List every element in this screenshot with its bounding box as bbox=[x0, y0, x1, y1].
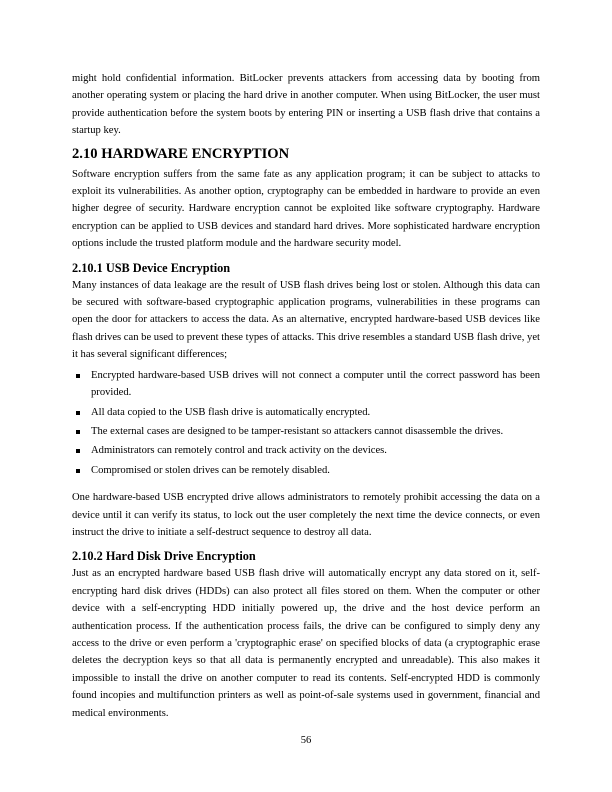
bullet-icon bbox=[76, 411, 80, 415]
list-item-text: The external cases are designed to be tamper-resistant so attackers cannot disassemble the drives. bbox=[91, 425, 504, 437]
usb-closing-paragraph: One hardware-based USB encrypted drive allows administrators to remotely prohibit accessing the data on a device until it can verify its status, to lock out the user completely the next time the device connects, or even instruct the drive to initiate a self-destruct sequence to destroy all data. bbox=[72, 492, 540, 538]
usb-heading: 2.10.1 USB Device Encryption bbox=[72, 260, 231, 275]
list-item bbox=[72, 404, 540, 421]
section-heading: 2.10 HARDWARE ENCRYPTION bbox=[72, 145, 290, 162]
list-item bbox=[72, 367, 540, 402]
page-content bbox=[72, 70, 540, 722]
list-item-text: Encrypted hardware-based USB drives will not connect a computer until the correct password has been provided. bbox=[91, 369, 540, 399]
list-item bbox=[72, 442, 540, 459]
section-paragraph: Software encryption suffers from the same fate as any application program; it can be subject to attacks to exploit its vulnerabilities. As another option, cryptography can be embedded in hardware to provide an even higher degree of security. Hardware encryption cannot be exploited like software cryptography. Hardware encryption can be applied to USB devices and standard hard drives. More sophisticated hardware encryption options include the trusted platform module and the hardware security model. bbox=[72, 168, 540, 250]
hdd-paragraph: Just as an encrypted hardware based USB flash drive will automatically encrypt any data stored on it, self-encrypting hard disk drives (HDDs) can also protect all files stored on them. When the computer or other device with a self-encrypting HDD initially powered up, the drive and the host device perform an authentication process. If the authentication process fails, the drive can be configured to simply deny any access to the drive or even perform a 'cryptographic erase' on specified blocks of data (a cryptographic erase deletes the decryption keys so that all data is permanently encrypted and unreadable). This also makes it impossible to install the drive on another computer to read its contents. Self-encrypted HDD is commonly found incopies and multifunction printers as well as point-of-sale systems used in government, financial and medical environments. bbox=[72, 568, 540, 719]
list-item bbox=[72, 462, 540, 479]
intro-paragraph: might hold confidential information. BitLocker prevents attackers from accessing data by booting from another operating system or placing the hard drive in another computer. When using BitLocker, the user must provide authentication before the system boots by entering PIN or inserting a USB flash drive that contains a startup key. bbox=[72, 73, 540, 137]
bullet-icon bbox=[76, 449, 80, 453]
bullet-icon bbox=[76, 374, 80, 378]
usb-paragraph: Many instances of data leakage are the result of USB flash drives being lost or stolen. Although this data can be secured with software-based cryptographic application programs, vulnerabilities in these programs can open the door for attackers to access the data. As an alternative, encrypted hardware-based USB devices like flash drives can be used to prevent these types of attacks. This drive resembles a standard USB flash drive, yet it has several significant differences; bbox=[72, 279, 540, 361]
page-number: 56 bbox=[300, 735, 312, 746]
usb-bullet-list bbox=[72, 367, 540, 479]
bullet-icon bbox=[76, 430, 80, 434]
hdd-heading: 2.10.2 Hard Disk Drive Encryption bbox=[72, 549, 256, 564]
list-item-text: Compromised or stolen drives can be remotely disabled. bbox=[91, 464, 330, 476]
list-item bbox=[72, 423, 540, 440]
list-item-text: All data copied to the USB flash drive is automatically encrypted. bbox=[91, 406, 371, 418]
bullet-icon bbox=[76, 469, 80, 473]
list-item-text: Administrators can remotely control and track activity on the devices. bbox=[91, 445, 387, 457]
